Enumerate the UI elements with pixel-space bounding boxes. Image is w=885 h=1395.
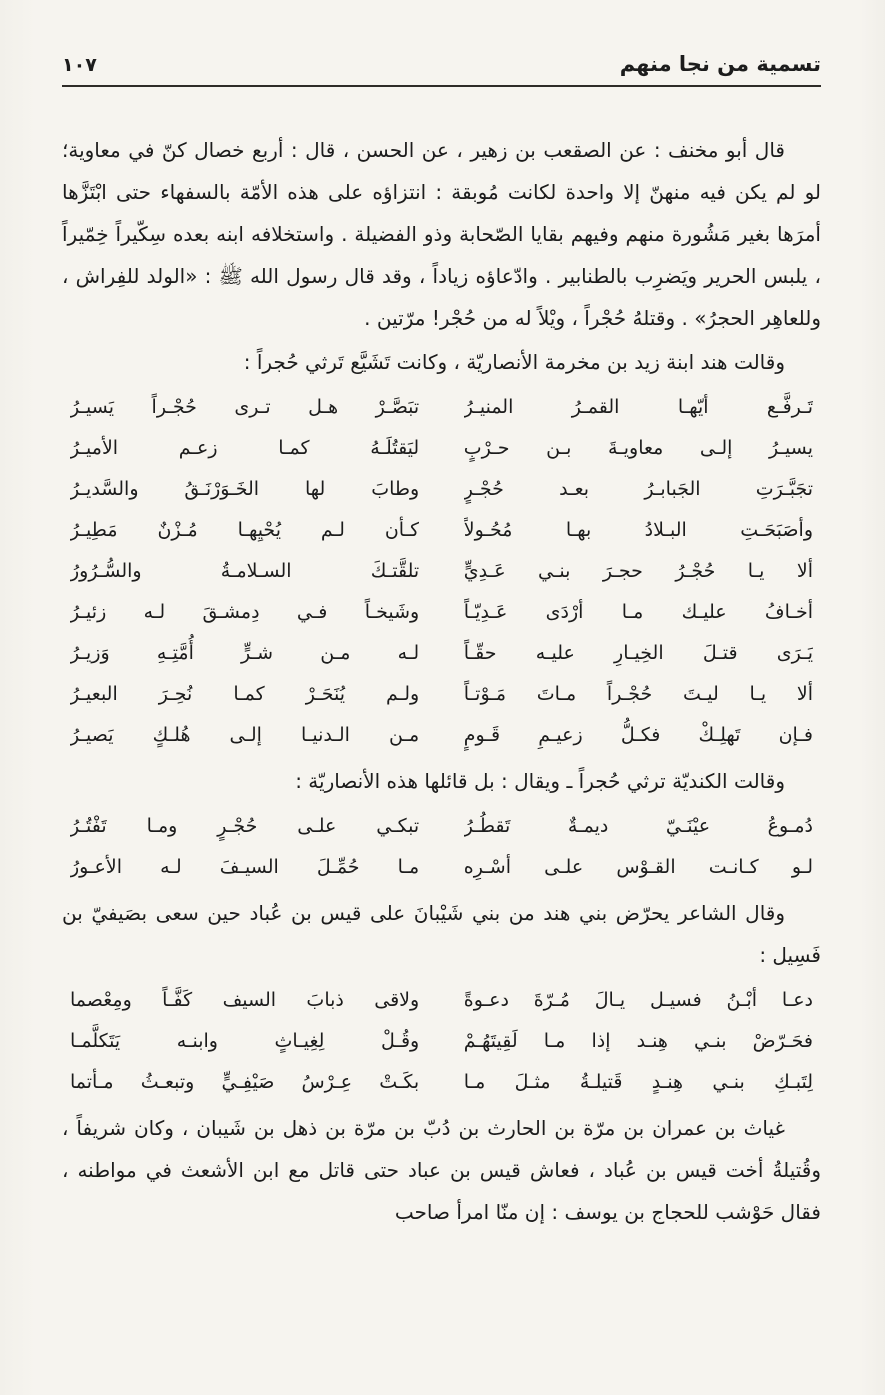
hemistich-second: وشَيخـاً فـي دِمشـقَ لـه زئيـرُ <box>70 601 420 623</box>
hemistich-first: يسيـرُ إلـى معاويـةَ بـن حـرْبٍ <box>463 437 813 459</box>
verse-row <box>70 428 813 469</box>
verse-row <box>70 1062 813 1103</box>
verse-row <box>70 510 813 551</box>
verse-row <box>70 551 813 592</box>
verse-row <box>70 847 813 888</box>
hemistich-first: وأصَبَحَـتِ البـلادُ بهـا مُحُـولاً <box>463 519 813 541</box>
poem-3 <box>70 980 813 1103</box>
verse-row <box>70 806 813 847</box>
hemistich-second: تلقَّتـكَ السـلامـةُ والسُّـرُورُ <box>70 560 420 582</box>
page-body <box>62 129 821 1233</box>
hemistich-second: لـه مـن شـرٍّ أُمَّتِـهِ وَزيـرُ <box>70 642 420 664</box>
verse-row <box>70 592 813 633</box>
header-title: تسمية من نجا منهم <box>619 52 821 76</box>
hemistich-first: تجَبَّـرَتِ الجَبابـرُ بعـد حُجْـرٍ <box>463 478 813 500</box>
hemistich-second: مـن الـدنيـا إلـى هُلـكٍ يَصيـرُ <box>70 724 420 746</box>
hemistich-second: كـأن لـم يُحْيِهـا مُـزْنٌ مَطِيـرُ <box>70 519 420 541</box>
hemistich-second: ولـم يُنَحَـرْ كمـا نُحِـرَ البعيـرُ <box>70 683 420 705</box>
hemistich-first: لـو كـانـت القـوْس علـى أسْـرِه <box>463 856 813 878</box>
hemistich-first: ألا يـا حُجْـرُ حجـرَ بنـي عَـدِيٍّ <box>463 560 813 582</box>
hemistich-first: دُمـوعُ عيْنَـيّ ديمـةٌ تَقطُـرُ <box>463 815 813 837</box>
verse-row <box>70 469 813 510</box>
poem-1 <box>70 387 813 756</box>
hemistich-first: فـإن تَهلِـكْ فكـلُّ زعيـمِ قَـومٍ <box>463 724 813 746</box>
hemistich-second: ولاقى ذبابَ السيف كَفَّـاً ومِعْصما <box>70 989 420 1011</box>
hemistich-second: وقُـلْ لِغِيـاثٍ وابنـه يَتَكلَّمـا <box>70 1030 420 1052</box>
hemistich-second: وطابَ لها الخَـوَرْنَـقُ والسَّديـرُ <box>70 478 420 500</box>
hemistich-first: لِتَبـكِ بنـي هِنـدٍ قَتيلـةُ مثـلَ مـا <box>463 1071 813 1093</box>
hemistich-second: مـا حُمِّـلَ السيـفَ لـه الأعـورُ <box>70 856 420 878</box>
page-number: ١٠٧ <box>62 54 97 76</box>
hemistich-first: أخـافُ عليـك مـا أرْدَى عَـدِيّـاً <box>463 601 813 623</box>
verse-row <box>70 1021 813 1062</box>
paragraph-1: قال أبو مخنف : عن الصقعب بن زهير ، عن الحسن ، قال : أربع خصال كنّ في معاوية؛ لو لم يكن فيه منهنّ إلا واحدة لكانت مُوبقة : انتزاؤه على هذه الأمّة بالسفهاء حتى ابْتَزَّها أمرَها بغير مَشُورة منهم وفيهم بقايا الصّحابة وذو الفضيلة . واستخلافه ابنه بعده سِكّيراً خِمّيراً ، يلبس الحرير ويَضرِب بالطنابير . وادّعاؤه زياداً ، وقد قال رسول الله ﷺ : «الولد للفِراش ، وللعاهِر الحجرُ» . وقتلهُ حُجْراً ، ويْلاً له من حُجْر! مرّتين . <box>62 138 821 330</box>
hemistich-second: بكَـتْ عِـرْسُ صَيْفِـيٍّ وتبعـثُ مـأتما <box>70 1071 420 1093</box>
hemistich-second: ليَقتُلَـهُ كمـا زعـم الأميـرُ <box>70 437 420 459</box>
hemistich-second: تبكـي علـى حُجْـرٍ ومـا تَفْتُـرُ <box>70 815 420 837</box>
poem-2 <box>70 806 813 888</box>
hemistich-first: يَـرَى قتـلَ الخِيـارِ عليـه حقّـاً <box>463 642 813 664</box>
hemistich-first: تَـرفَّـع أيّهـا القمـرُ المنيـرُ <box>463 396 813 418</box>
hemistich-first: دعـا أبْـنُ فسيـل يـالَ مُـرّةَ دعـوةً <box>463 989 813 1011</box>
verse-row <box>70 674 813 715</box>
paragraph-2-poem-intro: وقالت هند ابنة زيد بن مخرمة الأنصاريّة ، وكانت تَشَيَّع تَرثي حُجراً : <box>243 350 785 374</box>
verse-row <box>70 980 813 1021</box>
verse-row <box>70 633 813 674</box>
verse-row <box>70 387 813 428</box>
hemistich-second: تبَصَّـرْ هـل تـرى حُجْـراً يَسيـرُ <box>70 396 420 418</box>
hemistich-first: فحَـرّضْ بنـي هِنـد إذا مـا لَقِيتَهُـمْ <box>463 1030 813 1052</box>
hemistich-first: ألا يـا ليـتَ حُجْـراً مـاتَ مَـوْتـاً <box>463 683 813 705</box>
paragraph-3-poem-intro: وقالت الكنديّة ترثي حُجراً ـ ويقال : بل قائلها هذه الأنصاريّة : <box>295 769 785 793</box>
paragraph-4-poem-intro: وقال الشاعر يحرّض بني هند من بني شَيْبانَ على قيس بن عُباد حين سعى بصَيفيّ بن فَسِيل : <box>62 901 821 967</box>
page-header <box>62 52 821 87</box>
paragraph-5: غياث بن عمران بن مرّة بن الحارث بن دُبّ بن مرّة بن ذهل بن شَيبان ، وكان شريفاً ، وقُتيلةُ أخت قيس بن عُباد ، فعاش قيس بن عباد حتى قاتل مع ابن الأشعث في مواطنه ، فقال حَوْشب للحجاج بن يوسف : إن منّا امرأ صاحب <box>62 1116 821 1224</box>
verse-row <box>70 715 813 756</box>
